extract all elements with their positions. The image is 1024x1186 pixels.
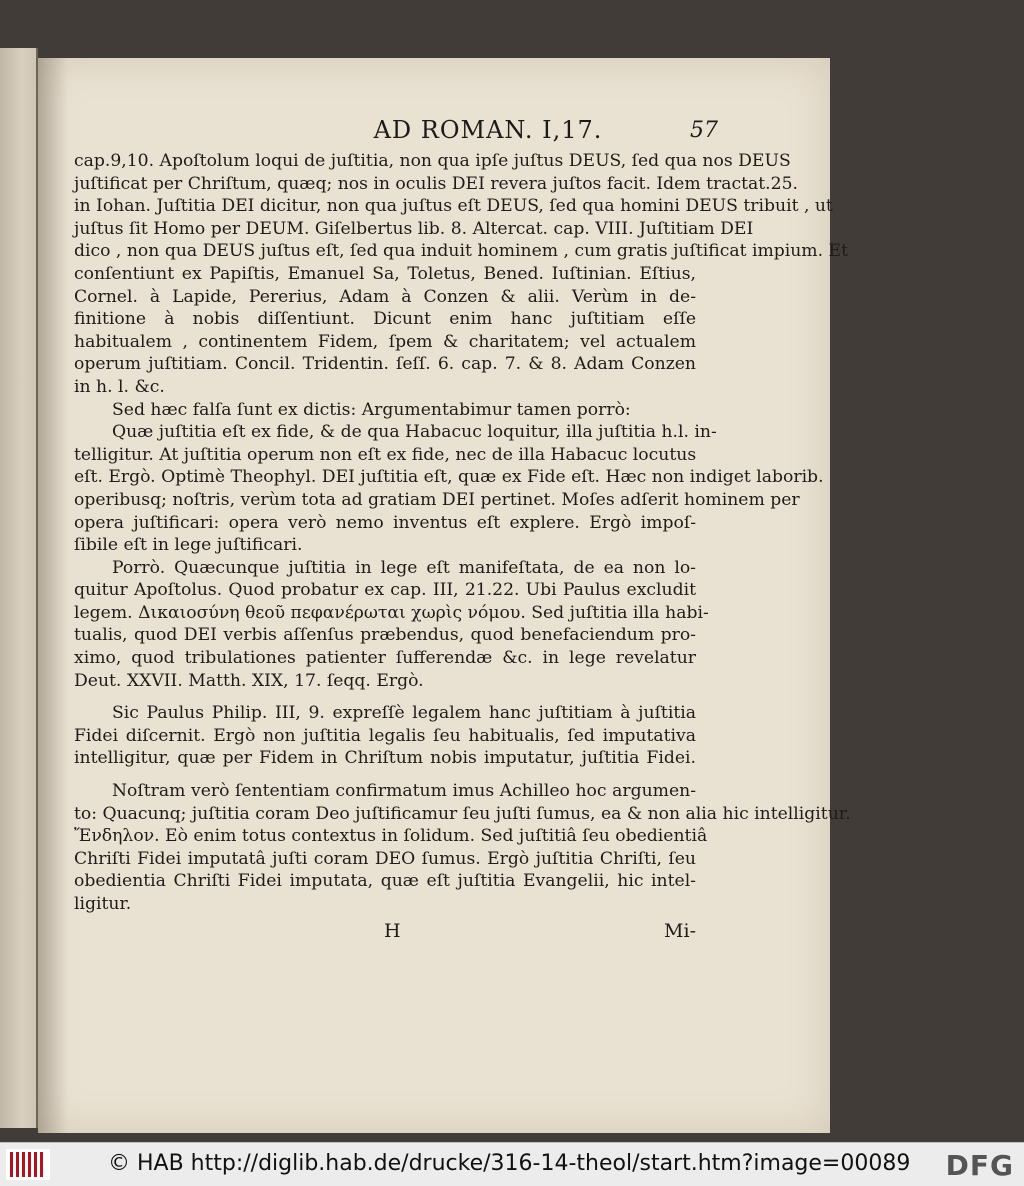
text-line: dico , non qua DEUS juſtus eſt, ſed qua induit hominem , cum gratis juſtificat impium. Et (74, 241, 848, 262)
book-page (38, 58, 851, 1133)
hab-logo-icon (6, 1149, 50, 1180)
text-line: ximo, quod tribulationes patienter ſufferendæ &c. in lege revelatur (74, 648, 696, 669)
text-line: Deut. XXVII. Matth. XIX, 17. ſeqq. Ergò. (74, 670, 424, 691)
text-line: telligitur. At juſtitia operum non eſt ex fide, nec de illa Habacuc locutus (74, 444, 697, 465)
text-line: Ἔνδηλον. Eò enim totus contextus in ſolidum. Sed juſtitiâ ſeu obedientiâ (74, 826, 708, 847)
text-line: Sed hæc falſa ſunt ex dictis: Argumentabimur tamen porrò: (112, 399, 631, 420)
text-line: to: Quacunq; juſtitia coram Deo juſtificamur ſeu juſti ſumus, ea & non alia hic intelligitur. (74, 803, 851, 824)
spine-shadow (38, 58, 68, 1133)
text-line: Sic Paulus Philip. III, 9. expreſſè legalem hanc juſtitiam à juſtitia (112, 703, 696, 724)
text-line: juſtus ſit Homo per DEUM. Giſelbertus lib. 8. Altercat. cap. VIII. Juſtitiam DEI (74, 218, 754, 239)
catchword: Mi- (664, 920, 696, 942)
text-line: legem. Δικαιοσύνη θεοῦ πεφανέρωται χωρὶς νόμου. Sed juſtitia illa habi- (74, 602, 709, 623)
viewer-footer-bar (0, 1142, 1024, 1186)
text-line: habitualem , continentem Fidem, ſpem & charitatem; vel actualem (74, 331, 696, 352)
text-line: Porrò. Quæcunque juſtitia in lege eſt manifeſtata, de ea non lo- (112, 557, 696, 578)
page-text (74, 150, 851, 916)
dfg-logo: DFG (945, 1149, 1014, 1182)
page-number: 57 (690, 118, 718, 143)
text-line: conſentiunt ex Papiſtis, Emanuel Sa, Toletus, Bened. Iuſtinian. Eſtius, (74, 263, 696, 284)
text-line: operum juſtitiam. Concil. Tridentin. ſeſſ. 6. cap. 7. & 8. Adam Conzen (74, 354, 696, 375)
text-line: Fidei diſcernit. Ergò non juſtitia legalis ſeu habitualis, ſed imputativa (74, 725, 696, 746)
text-line: opera juſtificari: opera verò nemo inventus eſt explere. Ergò impoſ- (74, 512, 696, 533)
text-line: Cornel. à Lapide, Pererius, Adam à Conzen & alii. Verùm in de- (74, 286, 696, 307)
text-line: in h. l. &c. (74, 376, 165, 397)
text-line: Noſtram verò ſententiam confirmatum imus Achilleo hoc argumen- (112, 781, 696, 802)
text-line: ſibile eſt in lege juſtificari. (74, 535, 303, 556)
signature-mark: H (384, 920, 401, 942)
running-head: AD ROMAN. I,17. (373, 116, 603, 144)
text-line: cap.9,10. Apoſtolum loqui de juſtitia, non qua ipſe juſtus DEUS, ſed qua nos DEUS (74, 151, 791, 171)
text-line: Quæ juſtitia eſt ex fide, & de qua Habacuc loquitur, illa juſtitia h.l. in- (112, 422, 717, 443)
text-line: quitur Apoſtolus. Quod probatur ex cap. III, 21.22. Ubi Paulus excludit (74, 580, 696, 601)
text-line: operibusq; noſtris, verùm tota ad gratiam DEI pertinet. Moſes adſerit hominem per (74, 489, 800, 510)
text-line: juſtificat per Chriſtum, quæq; nos in oculis DEI revera juſtos facit. Idem tractat.25. (74, 173, 798, 194)
page-footer (74, 920, 696, 946)
text-line: Chriſti Fidei imputatâ juſti coram DEO ſumus. Ergò juſtitia Chriſti, ſeu (74, 848, 696, 869)
text-line: ligitur. (74, 894, 132, 914)
text-line: finitione à nobis diſſentiunt. Dicunt enim hanc juſtitiam eſſe (74, 309, 696, 330)
text-line: eſt. Ergò. Optimè Theophyl. DEI juſtitia eſt, quæ ex Fide eſt. Hæc non indiget laborib. (74, 467, 824, 488)
text-line: tualis, quod DEI verbis aſſenſus præbendus, quod benefaciendum pro- (74, 625, 696, 646)
text-line: obedientia Chriſti Fidei imputata, quæ eſt juſtitia Evangelii, hic intel- (74, 871, 696, 892)
text-line: intelligitur, quæ per Fidem in Chriſtum nobis imputatur, juſtitia Fidei. (74, 748, 696, 769)
copyright-link[interactable]: © HAB http://diglib.hab.de/drucke/316-14-theol/start.htm?image=00089 (108, 1151, 911, 1176)
previous-page-edge (0, 48, 38, 1128)
text-line: in Iohan. Juſtitia DEI dicitur, non qua juſtus eſt DEUS, ſed qua homini DEUS tribuit , ut (74, 196, 833, 217)
